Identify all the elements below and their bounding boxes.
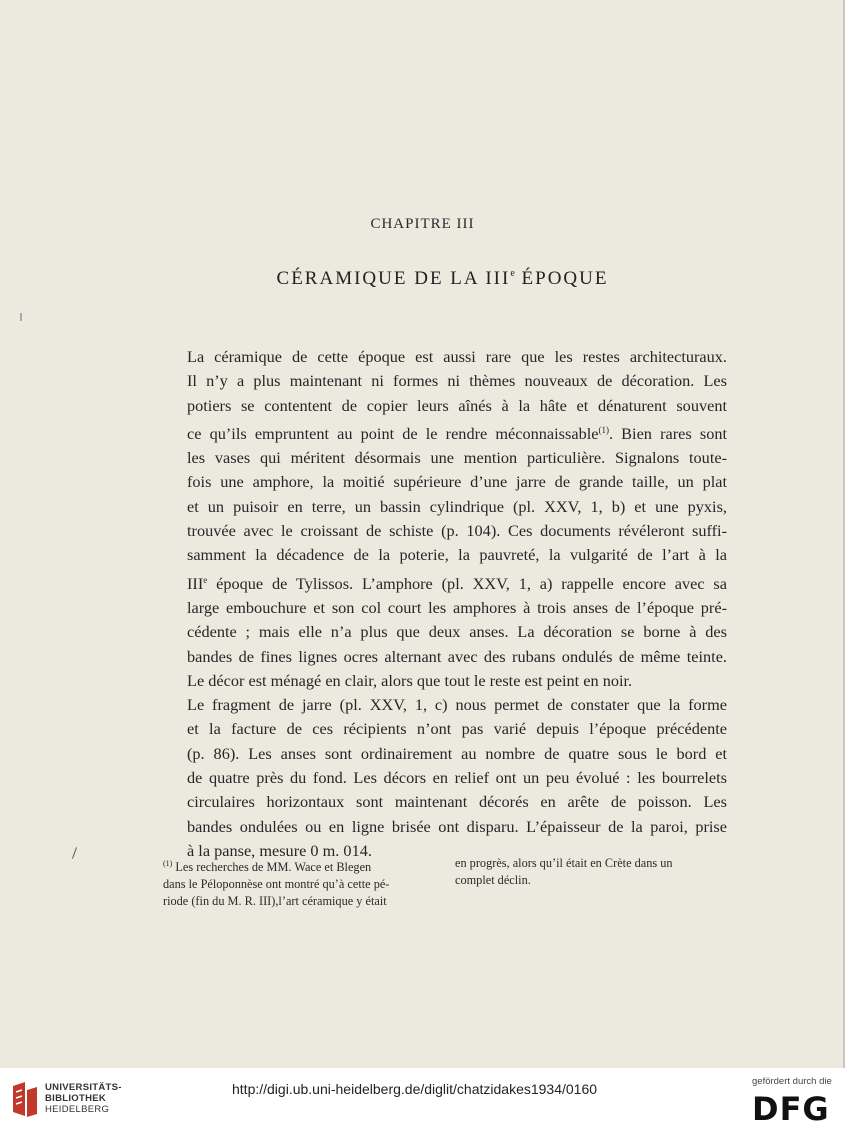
footnote-line: dans le Péloponnèse ont montré qu’à cette pé- [163,877,390,892]
text-line: Le décor est ménagé en clair, alors que tout le reste est peint en noir. [187,670,633,690]
footnote-line: complet déclin. [455,873,531,887]
text-line: circulaires horizontaux sont maintenant décorés en arête de poisson. Les [187,792,727,812]
text-line: large embouchure et son col court les amphores à trois anses de l’époque pré- [187,597,727,617]
footnote-line: $^{(1)}$ Les recherches de MM. Wace et Blegen [163,859,372,875]
margin-mark [20,313,22,321]
text-line: potiers se contentent de copier leurs aînés à la hâte et dénaturent souvent [187,395,727,415]
text-line: trouvée avec le croissant de schiste (p. 104). Ces documents révéleront suffi- [187,521,727,541]
permalink-url[interactable]: http://digi.ub.uni-heidelberg.de/diglit/chatzidakes1934/0160 [232,1081,598,1097]
text-line: Le fragment de jarre (pl. XXV, 1, c) nous permet de constater que la forme [187,695,727,715]
footnote-line: en progrès, alors qu’il était en Crète dans un [455,856,673,870]
text-line: bandes de fines lignes ocres alternant avec des rubans ondulés de même teinte. [187,646,727,666]
funded-by-label: gefördert durch die [752,1076,832,1087]
text-line: à la panse, mesure 0 m. 014. [187,840,372,860]
text-line: et la facture de ces récipients n’ont pas varié depuis l’époque précédente [187,719,727,739]
text-line: et un puisoir en terre, un bassin cylindrique (pl. XXV, 1, b) et une pyxis, [187,496,727,516]
footnote-marker: (1) [163,859,173,868]
text-line: de quatre près du fond. Les décors en relief ont un peu évolué : les bourrelets [187,768,727,788]
chapter-title: CÉRAMIQUE DE LA IIIe ÉPOQUE [276,268,609,289]
margin-mark [72,847,77,859]
text-line: ce qu’ils empruntent au point de le rendre méconnaissable$^{(1)}$. Bien rares sont [187,423,727,443]
footnote-ref[interactable]: (1) [598,424,609,435]
text-line: (p. 86). Les anses sont ordinairement au nombre de quatre sous le bord et [187,743,727,763]
footnote-column-2 [455,855,727,889]
text-line: samment la décadence de la poterie, la pauvreté, la vulgarité de l’art à la [187,545,727,565]
chapter-label: CHAPITRE III [370,216,475,232]
dfg-logo[interactable]: DFG [752,1090,830,1128]
footnote-line: riode (fin du M. R. III),l’art céramique y était [163,894,387,909]
body-text [163,345,727,863]
paragraph-2 [163,693,727,863]
footnote-column-1 [163,855,418,910]
paragraph-1 [163,345,727,693]
text-line: les vases qui méritent désormais une mention particulière. Signalons toute- [187,448,727,468]
text-line: fois une amphore, la moitié supérieure d’une jarre de grande taille, un plat [187,472,727,492]
text-line: cédente ; mais elle n’a plus que deux anses. La décoration se borne à des [187,622,727,642]
text-line: Il n’y a plus maintenant ni formes ni thèmes nouveaux de décoration. Les [187,371,727,391]
university-library-logo-icon[interactable] [9,1080,39,1118]
text-line: IIIe époque de Tylissos. L’amphore (pl. XXV, 1, a) rappelle encore avec sa [187,573,727,593]
footer-bar [0,1068,845,1129]
library-name: UNIVERSITÄTS- BIBLIOTHEK HEIDELBERG [45,1082,122,1115]
text-line: bandes ondulées ou en ligne brisée ont disparu. L’épaisseur de la paroi, prise [187,816,727,836]
text-line: La céramique de cette époque est aussi rare que les restes architecturaux. [187,347,727,366]
